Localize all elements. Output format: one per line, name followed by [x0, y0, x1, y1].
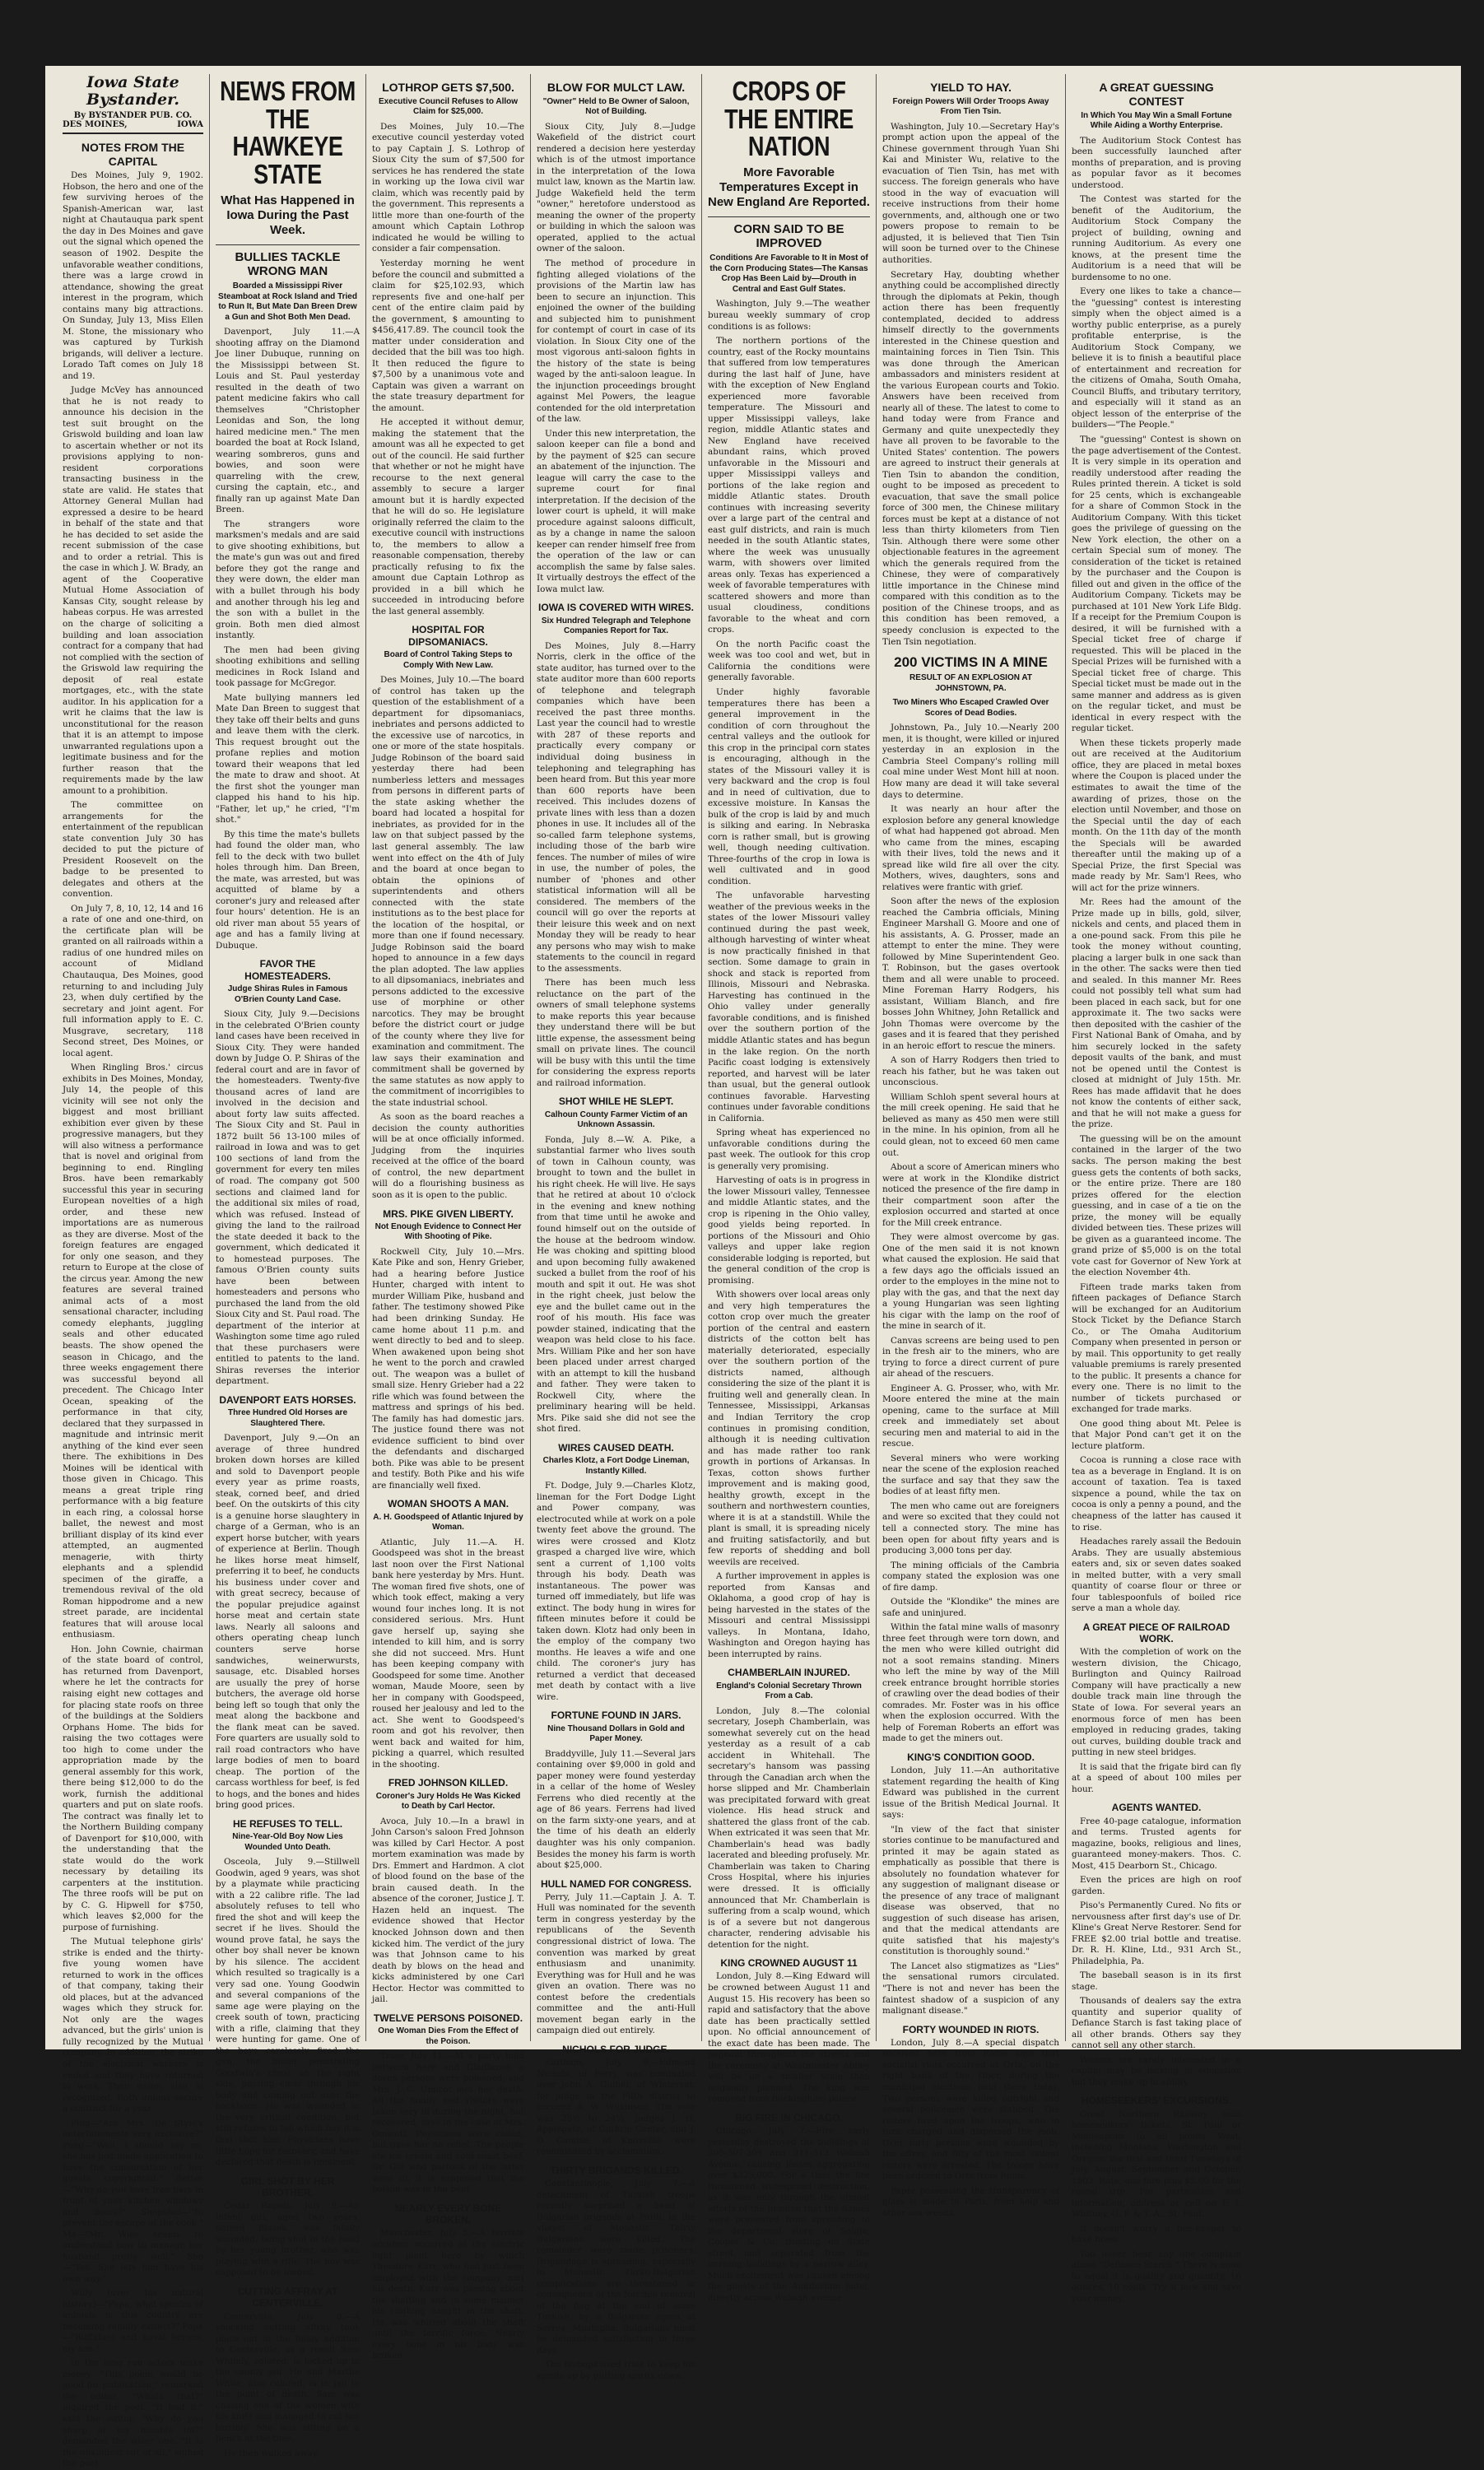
- article-paragraph: A further improvement in apples is reported from Kansas and Oklahoma, a good crop of hay is being harvested in the states of the Missouri and central Mississippi valleys. In Montana, Idaho, Washington and Oregon haying has been interrupted by rains.: [708, 1571, 870, 1659]
- article-paragraph: He accepted it without demur, making the statement that the amount was all he expected to get out of the council. He said further that whether or not he might have recourse to the next general assembly to secure a larger amount but it is hardly expected that he will do so. He legislature originally referred the claim to the executive council with instructions to, the members to allow a reasonable compensation, thereby practically refusing to fix the amount due Captain Lothrop as provided in a bill which he succeeded in introducing before the last general assembly.: [372, 417, 524, 616]
- article-subhead: Foreign Powers Will Order Troops Away From Tien Tsin.: [892, 96, 1049, 117]
- article-paragraph: Manchester, July 5.—A terrible accident occurred at the electric light plant here by which Theodore Kurr, who had just been employed with the company, met his death. Kurr was passing about the shafting and in some manner his clothing caught in the shaft. He was whirled about the shaft until the terrific force. Nearly every bone in his body was broken.: [372, 2228, 524, 2361]
- article-paragraph: London, July 8.—King Edward will be crowned between August 11 and August 15. His recovery has been so rapid and satisfactory that the above date has been practically settled upon. No official announcement of the exact date has been made. The pageant throughout the streets and the ceremony at Westminster Abbey will be on a smaller scale than originally planned. The king was removed from Buckingham palace.: [708, 1971, 870, 2105]
- article-paragraph: Within the fatal mine walls of masonry three feet through were torn down, and the men who were killed outright did not a soot remains standing. Miners who left the mine by way of the Mill creek entrance brought horrible stories of crawling over the dead bodies of their comrades. Mr. Foster was in his office when the explosion occurred. With the help of Foreman Roberts an effort was made to get the miners out.: [882, 1622, 1059, 1744]
- article-headline: MRS. PIKE GIVEN LIBERTY.: [383, 1207, 514, 1220]
- article-paragraph: William Schloh spent several hours at the mill creek opening. He said that he believed as many as 450 men were still in the mine. In his opinion, from all he could glean, not to exceed 60 men came out.: [882, 1091, 1059, 1158]
- sub-deck: Conditions Are Favorable to It in Most of the Corn Producing States—The Kansas Crop Has Been Laid by—Drouth in Central and East Gulf States.: [709, 254, 868, 294]
- article-headline: FORTY WOUNDED IN RIOTS.: [902, 2023, 1040, 2035]
- article-headline: FORTUNE FOUND IN JARS.: [551, 1709, 682, 1722]
- masthead: [63, 74, 203, 134]
- article-paragraph: By this time the mate's bullets had found the older man, who fell to the deck with two bullet holes through him. Dan Breen, the mate, was arrested, but was acquitted of blame by a coroner's jury and released after four hours' detention. He is an old river man about 55 years of age and has a family living at Dubuque.: [216, 829, 360, 951]
- article-headline: HE REFUSES TO TELL.: [232, 1817, 343, 1830]
- article-subhead: England's Colonial Secretary Thrown From a Cab.: [716, 1681, 862, 1701]
- article-headline: NEARLY EVERY BONE BROKEN.: [394, 2202, 502, 2226]
- main-deck: What Has Happened in Iowa During the Past Week.: [221, 193, 355, 237]
- article-headline: AGENTS WANTED.: [1111, 1802, 1202, 1814]
- article-subhead: Charles Klotz, a Fort Dodge Lineman, Instantly Killed.: [542, 1456, 690, 1476]
- article-paragraph: Headaches rarely assail the Bedouin Arabs. They are usually abstemious eaters and, six or seven dates soaked in melted butter, with a very small quantity of coarse flour or three or four tablespoonfuls of boiled rice serve a man a whole day.: [1072, 1537, 1241, 1614]
- article-paragraph: Thousands of dealers say the extra quantity and superior quality of Defiance Starch is fast taking place of all other brands. Others say they cannot sell any other starch.: [1072, 1996, 1241, 2051]
- article-headline: CHAMBERLAIN INJURED.: [728, 1667, 850, 1679]
- article-paragraph: Des Moines, July 10.—The executive council yesterday voted to pay Captain J. S. Lothrop of Sioux City the sum of $7,500 for services he has rendered the state in working up the Iowa civil war claim, which was recently paid by the government. This represents a little more than one-fourth of the amount which Captain Lothrop indicated he would be willing to consider a fair compensation.: [372, 121, 524, 254]
- main-deck: More Favorable Temperatures Except in New England Are Reported.: [708, 165, 870, 209]
- article-headline: KING CROWNED AUGUST 11: [720, 1957, 858, 1970]
- article-paragraph: Harvesting of oats is in progress in the lower Missouri valley, Tennessee and middle Atlantic states, and the crop is ripening in the Ohio valley, good yields being reported. In portions of the Missouri and Ohio valleys and upper lake region considerable lodging is reported, but the general condition of the crop is promising.: [708, 1175, 870, 1286]
- article-paragraph: They were almost overcome by gas. One of the men said it is not known what caused the explosion. He said that a few days ago the officials issued an order to the employes in the mine not to play with the gas, and that the next day a young Hungarian was seen lighting his cigar with the lamp on the roof of the mine in search of it.: [882, 1232, 1059, 1332]
- article-subhead: Nine Thousand Dollars in Gold and Paper Money.: [547, 1723, 685, 1744]
- article-paragraph: Even the prices are high on roof garden.: [1072, 1875, 1241, 1896]
- masthead-state: IOWA: [177, 119, 203, 129]
- article-paragraph: About a score of American miners who were at work in the Klondike district noticed the presence of the fire damp in their compartment soon after the explosion occurred and started at once for the Mill creek entrance.: [882, 1162, 1059, 1228]
- article-headline: BIG FIRE IN CHICAGO.: [735, 2111, 843, 2123]
- article-paragraph: The Contest was started for the benefit of the Auditorium, the Auditorium Stock Company the project of building, owning and running Auditorium. As every one knows, at the present time the Auditorium is a need that will be burdensome to no one.: [1072, 194, 1241, 282]
- article-paragraph: Fonda, July 8.—W. A. Pike, a substantial farmer who lives south of town in Calhoun county, was brought to town and the bullet in his right cheek. He will live. He says that he retired at about 10 o'clock in the evening and knew nothing from that time until he awoke and found himself out on the outside of the house at the bedroom window. He was choking and spitting blood and upon becoming fully awakened sucked a bullet from the roof of his mouth and spit it out. He was shot in the right cheek, just below the eye and the bullet came out in the roof of his mouth. His face was powder stained, indicating that the weapon was held close to his face. Mrs. William Pike and her son have been placed under arrest charged with an attempt to kill the husband and father. They were taken to Rockwell City, where the preliminary hearing will be held. Mrs. Pike said she did not see the shot fired.: [537, 1134, 695, 1435]
- article-headline: A GREAT GUESSING CONTEST: [1099, 81, 1214, 108]
- sub-headline: BULLIES TACKLE WRONG MAN: [216, 244, 360, 279]
- sub-headline: CORN SAID TO BE IMPROVED: [708, 216, 870, 251]
- article-paragraph: Johnstown, Pa., July 10.—Nearly 200 men, it is thought, were killed or injured yesterday in an explosion in the Cambria Steel Company's rolling mill coal mine under West Mont hill at noon. How many are dead it will take several days to determine.: [882, 723, 1059, 800]
- column-6: [877, 74, 1066, 2218]
- article-paragraph: Braddyville, July 11.—Several jars containing over $9,000 in gold and paper money were found yesterday in a cellar of the home of Wesley Ferrens who died recently at the age of 86 years. Ferrens had lived on the farm sixty-one years, and at the time of his death an elderly daughter was his only companion. Besides the money his farm is worth about $25,000.: [537, 1748, 695, 1871]
- article-subhead: Coroner's Jury Holds He Was Kicked to Death by Carl Hector.: [375, 1791, 521, 1812]
- article-paragraph: Washington, July 9.—The weather bureau weekly summary of crop conditions is as follows:: [708, 299, 870, 332]
- article-paragraph: Fifteen trade marks taken from fifteen packages of Defiance Starch will be exchanged for an Auditorium Stock Ticket by the Defiance Starch Co., or The Omaha Auditorium Company when presented in person or by mail. This opportunity to get really valuable premiums is rarely presented to the public. It presents a chance for every one. There is no limit to the number of tickets purchased or exchanged for trade marks.: [1072, 1282, 1241, 1415]
- column-3: [366, 74, 531, 2361]
- article-paragraph: Chicago, July 7.—Fire early yesterday destroyed the buildings at 305-307-309 and 311-313 Wabash Avenue, causing losses aggregating over $325,000. For a time the fire threatened widespread destruction, as it was only through the utmost efforts of the firemen that the flames were prevented from spreading to the department store of Seigle, Cooper & Co. fronting on State street and separated from the burning buildings by a narrow alley. Much excitement was caused among the guests of the Auditorium hotel, directly across Wabash avenue.: [708, 2126, 870, 2303]
- article-paragraph: On the north Pacific coast the week was too cool and wet, but in California the conditions were generally favorable.: [708, 639, 870, 683]
- article-paragraph: Women are rarely interested in a capital may be lacking in education but they make up in ability.: [1072, 2054, 1241, 2087]
- article-subhead: In Which You May Win a Small Fortune While Aiding a Worthy Enterprise.: [1081, 110, 1232, 131]
- article-paragraph: A son of Harry Rodgers then tried to reach his father, but he was taken out unconscious.: [882, 1055, 1059, 1088]
- article-subhead: Executive Council Refuses to Allow Claim for $25,000.: [378, 96, 519, 117]
- masthead-location: [63, 120, 203, 129]
- article-subhead: Board of Control Taking Steps to Comply With New Law.: [384, 650, 513, 670]
- article-paragraph: Mate bullying manners led Mate Dan Breen to suggest that they take off their belts and guns and leave them with the clerk. This request brought out the profane replies and motion toward their weapons that led the mate to draw and shoot. At the first shot the younger man clapped his hand to his hip. "Father, let up," he cried, "I'm shot.": [216, 692, 361, 826]
- article-paragraph: It is said that the frigate bird can fly at a speed of about 100 miles per hour.: [1072, 1761, 1241, 1794]
- article-subhead: Not Enough Evidence to Connect Her With Shooting of Pike.: [374, 1221, 522, 1242]
- article-paragraph: With showers over local areas only and very high temperatures the cotton crop over much the greater portion of the central and eastern districts of the cotton belt has materially deteriorated, especially over the southern portion of the districts named, although considering the size of the plant it is fruiting well and generally clean. In Tennessee, Mississippi, Arkansas and Indian Territory the crop continues in promising condition, although it is needing cultivation and has made rather too rank growth in portions of Arkansas. In Texas, cotton shows further improvement and is making good, healthy growth, except in the southern and northwestern counties, where it is at a standstill. While the plant is small, it is spreading nicely and fruiting satisfactorily, and but few reports of shedding and boll weevils are received.: [708, 1290, 870, 1567]
- article-headline: YIELD TO HAY.: [930, 81, 1012, 94]
- article-headline: HULL NAMED FOR CONGRESS.: [540, 1877, 692, 1890]
- article-paragraph: Yesterday morning he went before the council and submitted a claim for $25,102.93, which represents five and one-half per cent of the entire claim paid by the government, $ amounting to $456,417.89. The council took the matter under consideration and decided that the bill was too high. It then reduced the figure to $7,500 by a unanimous vote and Captain was given a warrant on the state treasury department for the amount.: [372, 258, 524, 413]
- article-paragraph: The committee on arrangements for the entertainment of the republican state convention July 30 has decided to put the picture of President Roosevelt on the badge to be presented to delegates and others at the convention.: [63, 800, 203, 900]
- article-paragraph: The mining officials of the Cambria company stated the explosion was one of fire damp.: [882, 1560, 1059, 1593]
- article-paragraph: Des Moines, July 9, 1902. Hobson, the hero and one of the few surviving heroes of the Spanish-American war, last night at Chautauqua park spent the day in Des Moines and gave out the signal which opened the season of 1902. Despite the unfavorable weather conditions, there was a large crowd in attendance, showing the great interest in the program, which contains many big attractions. On Sunday, July 13, Miss Ellen M. Stone, the missionary who was captured by Turkish brigands, will deliver a lecture. Lorado Taft comes on July 18 and 19.: [63, 170, 203, 381]
- article-paragraph: When these tickets properly made out are received at the Auditorium office, they are placed in metal boxes where the Coupon is placed under the estimates to await the time of the awarding of prizes, those on the election until November, and those on the Special until the day of each month. On the 11th day of the month the Specials will be awarded thereafter until the making up of a Special Prize, the first Special was made ready by Mr. Sam'l Rees, who will act for the prize winners.: [1072, 737, 1241, 893]
- article-paragraph: Several miners who were working near the scene of the explosion reached the surface and say that they saw the bodies of at least fifty men.: [882, 1453, 1059, 1497]
- article-paragraph: Engineer A. G. Prosser, who, with Mr. Moore entered the mine at the main opening, came to the surface at Mill creek and immediately set about securing men and material to aid in the rescue.: [882, 1383, 1059, 1449]
- article-paragraph: The unfavorable harvesting weather of the previous weeks in the states of the lower Missouri valley continued during the past week, although harvesting of winter wheat is now practically finished in that section. Some damage to grain in shock and stack is reported from Illinois, Missouri and Nebraska. Harvesting has continued in the Ohio valley under generally favorable conditions, and is finished over the southern portion of the middle Atlantic states and has begun in the lake region. On the north Pacific coast lodging is extensively reported, and harvest will be later than usual, but the general outlook continues favorable. Harvesting continues under favorable conditions in California.: [708, 891, 870, 1123]
- article-headline: NICHOLS FOR JUDGE.: [562, 2043, 670, 2055]
- article-paragraph: As soon as the board reaches a decision the county authorities will be at once officially informed. Judging from the inquiries received at the office of the board of control, the new department will do a flourishing business as soon as it is open to the public.: [372, 1112, 524, 1200]
- article-subhead: RESULT OF AN EXPLOSION AT JOHNSTOWN, PA.: [909, 673, 1032, 693]
- article-paragraph: Under highly favorable temperatures there has been a general improvement in the condition of corn throughout the central valleys and the outlook for this crop in the principal corn states is encouraging, although in the states of the Missouri valley it is very backward and the crop is foul and in need of cultivation, due to excessive moisture. In Kansas the bulk of the crop is laid by and much is silking and earing. In Nebraska corn is rather small, but is growing well, though needing cultivation. Three-fourths of the crop in Iowa is well cultivated and in good condition.: [708, 687, 870, 886]
- column-1: [57, 73, 210, 2469]
- column-2: [210, 74, 366, 2458]
- masthead-city: DES MOINES,: [63, 119, 128, 129]
- article-headline: NOTES FROM THE CAPITAL: [81, 140, 185, 168]
- article-paragraph: Rockwell City, July 10.—Mrs. Kate Pike and son, Henry Grieber, had a hearing before Justice Hunter, charged with intent to murder William Pike, husband and father. The testimony showed Pike had been drinking Sunday. He came home about 11 p.m. and went directly to bed and to sleep. When awakened upon being shot he went to the porch and crawled out. The weapon was a bullet of small size. Henry Grieber had a 22 rifle which was found between the mattress and springs of his bed. The family has had domestic jars. The justice found there was not evidence sufficient to bind over the defendants and discharged both. Pike was able to be present and testify. Both Pike and his wife are financially well fixed.: [372, 1246, 524, 1491]
- article-subhead: Calhoun County Farmer Victim of an Unknown Assassin.: [544, 1109, 688, 1130]
- article-paragraph: Free 40-page catalogue, information and terms. Trusted agents for magazine, books, religious and lines, guaranteed money-makers. Thos. C. Most, 415 Dearborn St., Chicago.: [1072, 1816, 1241, 1871]
- article-headline: LOTHROP GETS $7,500.: [382, 81, 514, 94]
- article-paragraph: The men who came out are foreigners and were so excited that they could not tell a connected story. The mine has been open for about fifty years and is producing 3,000 tons per day.: [882, 1500, 1059, 1556]
- article-paragraph: You never hear any one complain about "Defiance Starch." There is none to equal it in quality and quantity, 16 ounces, 10 cents. Try it now and save your money.: [1072, 2249, 1241, 2304]
- article-paragraph: Des Moines, July 10.—The board of control has taken up the question of the establishment of a department for dipsomaniacs, inebriates and persons addicted to the excessive use of narcotics, in one or more of the state hospitals. Judge Robinson of the board said yesterday there had been numberless letters and messages from persons in different parts of the state asking whether the board had located a hospital for inebriates, as provided for in the law on that subject passed by the last general assembly. The law went into effect on the 4th of July and the board at once began to obtain the opinions of superintendents and others connected with the state institutions as to the best place for the location of the hospital, or more than one if found necessary. Judge Robinson said the board hoped to announce in a few days the plan adopted. The law applies to all dipsomaniacs, inebriates and persons addicted to the excessive use of morphine or other narcotics. They may be brought before the district court or judge of the county where they live for examination and commitment. The law says their examination and commitment shall be governed by the same statutes as now apply to the commitment of incorrigibles to the state industrial school.: [372, 675, 524, 1108]
- article-subhead: "Owner" Held to Be Owner of Saloon, Not of Building.: [542, 96, 690, 117]
- article-paragraph: The method of procedure in fighting alleged violations of the provisions of the Martin law has been to secure an injunction. This enjoined the owner of the building and subjected him to punishment for contempt of court in case of its violation. In Sioux City one of the most vigorous anti-saloon fights in the history of the state is being waged by the anti-saloon league. In the injunction proceedings brought against Mel Powers, the league contended for the old interpretation of the law.: [537, 258, 695, 425]
- article-headline: A GREAT PIECE OF RAILROAD WORK.: [1082, 1621, 1230, 1645]
- article-headline: CUTTING AFFRAY AT CENTERVILLE.: [237, 2285, 338, 2310]
- article-paragraph: London, July 11.—An authoritative statement regarding the health of King Edward was published in the current issue of the British Medical Journal. It says:: [882, 1765, 1059, 1821]
- article-paragraph: Perry, July 11.—Captain J. A. T. Hull was nominated for the seventh term in congress yesterday by the republicans of the Seventh congressional district of Iowa. The convention was marked by great enthusiasm and unanimity. Everything was for Hull and he was given an ovation. There was no contest before the credentials committee and the anti-Hull movement began early in the campaign died out entirely.: [537, 1891, 695, 2036]
- article-paragraph: With the completion of work on the western division, the Chicago, Burlington and Quincy Railroad Company will have practically a new double track main line through the State of Iowa. For several years an enormous force of men has been employed in reducing grades, taking out curves, building double track and putting in new steel bridges.: [1072, 1647, 1241, 1758]
- article-paragraph: Canvas screens are being used to pen in the fresh air to the miners, who are trying to force a direct current of pure air ahead of the rescuers.: [882, 1335, 1059, 1379]
- article-headline: IOWA IS COVERED WITH WIRES.: [538, 602, 694, 614]
- article-paragraph: Paper possessing the transparency of glass is made in Paris, from kelp and other sea-weeds.: [882, 2185, 1059, 2218]
- newspaper-page: [45, 66, 1461, 2469]
- sub-deck: Boarded a Mississippi River Steamboat at Rock Island and Tried to Run It, But Mate Dan Breen Drew a Gun and Shot Both Men Dead.: [218, 281, 357, 322]
- main-headline: CROPS OF THE ENTIRE NATION: [724, 76, 854, 162]
- article-headline: SHOT WHILE HE SLEPT.: [558, 1095, 674, 1108]
- column-5: [702, 74, 877, 2303]
- article-headline: FRED JOHNSON KILLED.: [388, 1777, 509, 1789]
- article-paragraph: Hon. John Cownie, chairman of the state board of control, has returned from Davenport, where he let the contracts for raising eight new cottages and for placing state roofs on three of the buildings at the Soldiers Orphans Home. The bids for raising the two cottages were too high to come under the appropriation made by the general assembly for this work, there being $12,000 to do the work, furnish the additional quarters and put on slate roofs. The contract was finally let to the Northern Building company of Davenport for $10,000, with the understanding that the state would do the work necessary by detailing its carpenters at the institution. The three roofs will be put on by C. G. Hipwell for $750, which leaves $2,000 for the purpose of furnishing.: [63, 1644, 203, 1933]
- article-paragraph: The "guessing" Contest is shown on the page advertisement of the Contest. It is very simple in its operation and readily understood after reading the Rules printed therein. A ticket is sold for 25 cents, which is exchangeable for a share of Common Stock in the Auditorium Company. With this ticket goes the privilege of guessing on the New York election, the other on a certain Special sum of money. The consideration of the ticket is retained by the purchaser and the Coupon is filled out and given in the office of the Auditorium Company. Tickets may be purchased at 101 New York Life Bldg. If a receipt for the Premium Coupon is desired, it will be furnished with a Special ticket free of charge if requested. This will be placed in the Special Prizes will be furnished with a Special ticket free of charge. This Special ticket must be made out in the same manner and address as is given on the regular ticket, and must be identical in every respect with the regular ticket.: [1072, 435, 1242, 734]
- article-paragraph: When Ringling Bros.' circus exhibits in Des Moines, Monday, July 14, the people of this vicinity will see not only the biggest and most brilliant exhibition ever given by these progressive managers, but they will also witness a performance that is novel and original from beginning to end. Ringling Bros. have been remarkably successful this year in securing European novelties of a high order, and these new importations are as numerous as they are diverse. Most of the foreign features are engaged for only one season, and they return to Europe at the close of the circus year. Among the new features are several trained animal acts of a most sensational character, including comedy elephants, juggling seals and other educated beasts. The show opened the season in Chicago, and the three weeks engagement there was successful beyond all precedent. The Chicago Inter Ocean, speaking of the performance in that city, declared that they surpassed in magnitude and intrinsic merit anything of the kind ever seen there. The exhibitions in Des Moines will be identical with those given in Chicago. This means a great triple ring performance with a big feature in each ring, a colossal horse ballet, the newest and most brilliant display of its kind ever attempted, an augmented menagerie, with thirty elephants and a splendid specimen of the giraffe, a tremendous revival of the old Roman hippodrome and a new street parade, are incidental features that will arouse local enthusiasm.: [63, 1063, 203, 1640]
- article-paragraph: On July 7, 8, 10, 12, 14 and 16 a rate of one and one-third, on the certificate plan will be granted on all railroads within a radius of one hundred miles on account of Midland Chautauqua, Des Moines, good returning to and including July 23, when duly certified by the secretary and joint agent. For full information apply to E. C. Musgrave, secretary, 118 Second street, Des Moines, or local agent.: [63, 903, 203, 1058]
- article-paragraph: The Auditorium Stock Contest has been successfully launched after months of preparation, and is proving as popular favor as it becomes understood.: [1072, 135, 1241, 190]
- article-paragraph: Constantinople, July 7.—A detachment of Turkish troops recently surprised a band of Bulgarian brigands at Patili, in the vilayet of Monastir. Thirty Bulgarians were killed. The remainder were made prisoners. Brigandage is spreading, especially in Monastir. Turko-Bulgarian complications are threatened in consequence of the forcible removal of the flag at the end of some Turkish, by a Bulgarian agent at Serres, Mustapha. Bulgarians must be demanded satisfaction in three days.: [537, 2179, 695, 2356]
- article-paragraph: Piso's Permanently Cured. No fits or nervousness after first day's use of Dr. Kline's Great Nerve Restorer. Send for FREE $2.00 trial bottle and treatise. Dr. R. H. Kline, Ltd., 931 Arch St., Philadelphia, Pa.: [1072, 1900, 1241, 1966]
- article-paragraph: Great Northern Railway sells homeseekers' tickets, St. Paul or Minneapolis to all points West, including Montana, Washington and Oregon, the first and third Tuesdays of July, August, September and October, 1902. Rate, one fare plus $2.00 for the round trip. For particulars and information, address or call on F. I. Whitney, G. P. & T. A., St. Paul.: [1072, 2109, 1241, 2220]
- article-subhead: Judge Shiras Rules in Famous O'Brien County Land Case.: [227, 984, 348, 1004]
- column-7: [1066, 74, 1247, 2304]
- article-headline: BLOW FOR MULCT LAW.: [547, 81, 686, 94]
- article-subhead: Three Hundred Old Horses are Slaughtered There.: [227, 1408, 348, 1428]
- article-headline: DAVENPORT EATS HORSES.: [219, 1393, 356, 1406]
- article-paragraph: Mr. Rees had the amount of the Prize made up in bills, gold, silver, nickels and cents, and placed them in a one-pound sack. From this pile he took the money without counting, placing a larger bulk in one sack than in the other. The sacks were then tied and sealed. In this manner Mr. Rees could not possibly tell what sum had been placed in each sack, but for one approximate it. The two sacks were then deposited with the cashier of the First National Bank of Omaha, and by him securely locked in the safety deposit vaults of the bank, and must not be opened until the Contest is closed at midnight of July 15th. Mr. Rees has made affidavit that he does not know the contents of either sack, and that he will not make a guess for the prize.: [1072, 897, 1241, 1130]
- masthead-title: Iowa State Bystander.: [86, 73, 179, 109]
- article-paragraph: The strangers wore marksmen's medals and are said to give shooting exhibitions, but the mate's gun was out and fired before they got the range and they were down, the elder man with a bullet through his body and another through his leg and the son with a bullet in the groin. Both men died almost instantly.: [216, 519, 360, 641]
- main-headline: NEWS FROM THE HAWKEYE STATE: [220, 76, 356, 189]
- article-paragraph: The baseball season is in its first stage.: [1072, 1970, 1241, 1992]
- article-paragraph: Des Moines, July 8.—Harry Norris, clerk in the office of the state auditor, has turned over to the state auditor more than 600 reports of telephone and telegraph companies which have been received the past three months. Last year the council had to wrestle with 287 of these reports and practically every company or individual doing business in telephoning and telegraphing has been heard from. But this year more than 600 reports have been received. This includes dozens of private lines with less than a dozen phones in use. It includes all of the so-called farm telephone systems, including those of the barb wire fences. The number of miles of wire in use, the number of poles, the number of 'phones and other statistical information will all be considered. The members of the council will go over the reports at their leisure this week and on next Monday they will be ready to hear any persons who may wish to make statements to the council in regard to the assessments.: [537, 640, 695, 974]
- article-paragraph: Soon after the news of the explosion reached the Cambria officials, Mining Engineer Marshall G. Moore and one of his assistants, A. G. Prosser, made an attempt to enter the mine. They were followed by Mine Superintendent Geo. T. Robinson, but the gases overtook them and all were unable to proceed. Mine Foreman Harry Rodgers, his assistant, William Blanch, and fire bosses John Whitney, John Retallick and John Thomas were overcome by the gases and it is feared that they perished in an heroic effort to rescue the miners.: [882, 896, 1059, 1051]
- article-headline: GIRL SHOT BY HER BROTHER.: [240, 2175, 335, 2198]
- article-paragraph: Earlham, July 9.—Edmond Nichols, of Perry, was nominated over John A. Guiher, of Winterset, for judge in the Fifth district to succeed A. W. Wilkinson. The vote was 25½ to 24½. Judges J. H. Applegate, of Guthrie Center, and J. D. Gamble, of Knoxville, were renominated by acclamation.: [537, 2058, 695, 2157]
- article-paragraph: Ft. Dodge, July 9.—Charles Klotz, lineman for the Fort Dodge Light and Power company, was electrocuted while at work on a pole twenty feet above the ground. The wires were crossed and Klotz grasped a charged live wire, which sent a current of 1,100 volts through his body. Death was instantaneous. The power was turned off immediately, but life was extinct. The body hung in wires for fifteen minutes before it could be taken down. Klotz had only been in the employ of the company two months. He leaves a wife and one child. The coroner's jury has returned a verdict that deceased met death by contact with a live wire.: [537, 1481, 695, 1702]
- article-paragraph: There has been much less reluctance on the part of the owners of small telephone systems to make reports this year because they understand there will be but little expense, the assessment being small on private lines. The council will be busy with this until the time for considering the express reports and railroad information.: [537, 978, 695, 1088]
- article-paragraph: Judge McVey has announced that he is not ready to announce his decision in the test suit brought on the Griswold building and loan law to ascertain whether or not its provisions applying to non-resident corporations transacting business in the state are valid. He states that Attorney General Mullan had expressed a desire to be heard in behalf of the state and that he has decided to set aside the recent submission of the case and to order a retrial. This is the case in which J. W. Brady, an agent of the Cooperative Mutual Home Association of Kansas City, sought release by habeas corpus. He was arrested on the charge of soliciting a building and loan association contract for a company that had not complied with the section of the Griswold law requiring the deposit of real estate mortgages, etc., with the state auditor. In his application for a writ he claims that the law is unconstitutional for the reason that it is an attempt to impose unwarranted regulations upon a legitimate business and for the further reason that the requirements made by the law amount to a prohibition.: [63, 385, 203, 796]
- article-paragraph: Osceola, July 9.—Stillwell Goodwin, aged 9 years, was shot by a playmate while practicing with a 22 calibre rifle. The lad absolutely refuses to tell who fired the shot and will keep the secret if he lives. Should the wound prove fatal, he says the other boy shall never be known by his silence. The accident which resulted so tragically is a very sad one. Young Goodwin and several companions of the same age were playing on the creek south of town, practicing with a rifle, claiming that they were hunting for game. One of the boys carelessly fired the gun, the bullet penetrating Goodwin's chest on the right side, passing clear through his body and coming out near the backbone. He was wounded in the very critical condition, but still refuses to tell which boy it is that shot him. Physicians have little hope for recovery, and have declared that death is imminent.: [216, 1857, 360, 2168]
- article-paragraph: Avoca, July 10.—In a brawl in John Carson's saloon Fred Johnson was killed by Carl Hector. A post mortem examination was made by Drs. Emmert and Hardmon. A clot of blood found on the base of the brain caused death. In the absence of the coroner, Justice J. T. Hazen held an inquest. The evidence showed that Hector knocked Johnson down and then kicked him. The verdict of the jury was that Johnson came to his death by blows on the head and kicks administered by one Carl Hector. Hector was committed to jail.: [372, 1816, 524, 2005]
- article-paragraph: Atlantic, July 11.—A. H. Goodspeed was shot in the breast last noon over the First National bank here yesterday by Mrs. Hunt. The woman fired five shots, one of which took effect, making a very wound four inches long. It is not considered serious. Mrs. Hunt gave herself up, saying she intended to kill him, and is sorry she did not succeed. Mrs. Hunt has been keeping company with Goodspeed for some time. Another woman, Maude Moore, seen by her in company with Goodspeed, roused her jealousy and led to the act. She went to Goodspeed's room and got his revolver, then went back and waited for him, picking a quarrel, which resulted in the shooting.: [372, 1537, 524, 1770]
- article-paragraph: In the long run actors make money. "This poem would be good for publication," remarked the editor. "Whats that?" inquired the poet. "It had it," said the editor. "Why do you sharp at my humble lot?" demanded the wiser one. "It is the unkindest cut of all," sighed the poet.: [63, 2358, 203, 2469]
- article-paragraph: Cocoa is running a close race with tea as a beverage in England. It is on account of taxation. Tea is taxed sixpence a pound, while the tax on cocoa is only a penny a pound, and the cheapness of the latter has caused it to rise.: [1072, 1455, 1241, 1533]
- article-paragraph: Centerville, July 8.—A shocking cutting affray took place out in the Relay addition to Centerville, as a result Sam Whitely, colored, is locked up in the county jail. He and Marthe White, also colored, is in jail to the point of death. Sam was chasing one of the women with his knife and managed to cut her terribly. She was sitting on a bench at the time.: [216, 2311, 360, 2444]
- article-paragraph: Davenport, July 11.—A shooting affray on the Diamond Joe liner Dubuque, running on the Mississippi between St. Louis and St. Paul yesterday resulted in the death of two patent medicine fakirs who call themselves "Christopher Leonidas and Son, the long haired medicine men." The men boarded the boat at Rock Island, wearing sombreros, guns and bowies, and soon were quarreling with the crew, cursing the captain, etc., and finally ran up against Mate Dan Breen.: [216, 327, 360, 515]
- article-headline: TWELVE PERSONS POISONED.: [373, 2012, 523, 2024]
- article-paragraph: The northern portions of the country, east of the Rocky mountains that suffered from low temperatures during the last half of June, have with the exception of New England experienced more favorable temperature. The Missouri and upper Mississippi valleys, lake region, middle Atlantic states and New England have received abundant rains, which proved unfavorable in the Missouri and upper Mississippi valleys and portions of the lake region and middle Atlantic states. Drouth continues with increasing severity over a large part of the central and east gulf districts, and rain is much needed in the south Atlantic states, where the week was unusually warm, with showers over limited areas only. Texas has experienced a week of favorable temperatures with scattered showers and more than usual cloudiness, conditions favorable to the wheat and corn crops.: [708, 336, 870, 635]
- article-paragraph: Traer, July 11.—At a party held between here and Gladbrook a dozen persons were poisoned, and Mrs. J. C. Umicot met her death. All the family and visitors were taken very ill during the night, but recovered, save in the case of Mrs. Omicott. Physicians were called, but gave her no relief. The people ate ice cream and cold roast beef. Dr. Gill who partook of the latter were ill, it is supposed that the poison was in the beef.: [372, 2051, 524, 2195]
- article-paragraph: The Lancet also stigmatizes as "Lies" the sensational rumors circulated. "There is not and never has been the faintest shadow of a suspicion of any malignant disease.": [882, 1961, 1059, 2016]
- article-paragraph: Every one likes to take a chance—the "guessing" contest is interesting simply when the object aimed is a worthy public enterprise, as a purely profitable enterprise, is the Auditorium Stock Company, we believe it is to finish a beautiful place of entertainment and recreation for the citizens of Omaha, South Omaha, Council Bluffs, and tributary territory, and especially will it stand as an object lesson of the enterprise of the builders—"The People.": [1072, 286, 1241, 430]
- article-headline: THIRTY BRIGANDS KILLED.: [550, 2164, 682, 2176]
- article-headline: 200 VICTIMS IN A MINE: [894, 654, 1048, 671]
- article-paragraph: The bishops used tries to keep his spirits up by putting spirits down.: [537, 2360, 695, 2381]
- article-paragraph: The Mutual telephone girls' strike is ended and the thirty-five young women have returned to work in the offices of that company, taking their old places, but at the advanced wages which they struck for. Not only are the wages advanced, but the girls' union is fully recognized by the Mutual company. In addition, the strike of the electrical workers is ended and they have returned to work. Their union, also, is recognized. Both unions secure a contract for a year.: [63, 1937, 203, 2114]
- article-paragraph: London, July 8.—A special dispatch received here from Rome says that socialist riots occurred at Orte, on the right bank of the Tiber, during the municipal elections held there today. Two persons were killed outright and several policemen were stabbed. The rioters fired upon the troops, who in turn charged and dispersed the mob. Over forty persons were wounded by the affray, and fifty of the most violent rioters were arrested. The troops have been ordered to Orte from Rome.: [882, 2037, 1059, 2182]
- article-headline: HOMESEEKERS' EXCURSIONS.: [1081, 2095, 1232, 2107]
- article-headline: KING'S CONDITION GOOD.: [907, 1751, 1035, 1763]
- article-paragraph: One good thing about Mt. Pelee is that Major Pond can't get it on the lecture platform.: [1072, 1418, 1241, 1451]
- article-subhead: One Woman Dies From the Effect of the Poison.: [378, 2026, 519, 2046]
- article-paragraph: The guessing will be on the amount contained in the larger of the two sacks. The person making the best guess gets the contents of both sacks, or the entire prize. There are 180 prizes offered for the election guessing, and in case of a tie on the prize, the money will be equally divided between ties. These prizes will be given as a guaranteed income. The grand prize of $5,000 is on the total vote cast for Governor of New York at the election November 4th.: [1072, 1133, 1241, 1278]
- article-headline: WIRES CAUSED DEATH.: [558, 1441, 674, 1454]
- article-paragraph: Secretary Hay, doubting whether anything could be accomplished directly through the diplomats at Pekin, though action there has been frequently contemplated, decided to address himself directly to the governments interested in the Chinese question and maintaining forces in Tien Tsin. This was done through the American ambassadors and ministers resident at the various European courts and Tokio. Answers have been received from nearly all of these. The latest to come to hand today were from France and Germany and quite unexpectedly they have all proven to be favorable to the United States' contention. The powers are agreed to instruct their generals at Tien Tsin to abandon the condition, ought to be imposed as precedent to evacuation, that save the small police force of 300 men, the Chinese military forces must be kept at a distance of not less than thirty kilometers from Tien Tsin. Although there were some other objectionable features in the agreement which the generals required from the Chinese, they were of comparatively little importance in the Chinese mind compared with this condition as to the position of the Chinese troops, and as this condition has been removed, a speedy conclusion is expected to the Tien Tsin negotiation.: [882, 269, 1059, 647]
- article-paragraph: Spring wheat has experienced no unfavorable conditions during the past week. The outlook for this crop is generally very promising.: [708, 1128, 870, 1171]
- article-subhead: Two Miners Who Escaped Crawled Over Scores of Dead Bodies.: [892, 698, 1049, 718]
- article-paragraph: It was nearly an hour after the explosion before any general knowledge of what had happened got abroad. Men who came from the mines, escaping with their lives, told the news and it spread like wild fire all over the city. Mothers, wives, daughters, sons and relatives were frantic with grief.: [882, 804, 1059, 892]
- article-paragraph: Sioux City, July 9.—Decisions in the celebrated O'Brien county land cases have been received in Sioux City. They were handed down by Judge O. P. Shiras of the federal court and are in favor of the homesteaders. Twenty-five thousand acres of land are involved in the decision and about forty law suits affected. The Sioux City and St. Paul in 1872 built 56 13-100 miles of railroad in Iowa and was to get 100 sections of land from the government for every ten miles of road. The company got 500 sections and claimed land for the additional six miles of road, which was refused. Instead of giving the land to the railroad the state deeded it back to the government, which dedicated it to homestead purposes. The famous O'Brien county suits have been between homesteaders and persons who purchased the land from the old Sioux City and St. Paul road. The department of the interior at Washington some time ago ruled that these purchasers were entitled to patents to the land. Shiras reverses the interior department.: [216, 1009, 360, 1387]
- article-paragraph: Willy (over his natural history)—"Papa, what species of animals is this country are becoming rapidly extinct?" Papa—"Buffaloes and naval heroes, my son.": [63, 2288, 203, 2354]
- article-headline: WOMAN SHOOTS A MAN.: [387, 1498, 509, 1510]
- masthead-publisher: By BYSTANDER PUB. CO.: [73, 110, 193, 120]
- article-paragraph: "In view of the fact that sinister stories continue to be manufactured and printed it may be again stated as emphatically as possible that there is absolutely no foundation whatever for any suggestion of malignant disease or the presence of any trace of malignant disease was observed, that no suggestion of such disease has arisen, and that the medical attendants are quite satisfied that his majesty's constitution is thoroughly sound.": [882, 1824, 1059, 1957]
- article-paragraph: The men had been giving shooting exhibitions and selling medicines in Rock Island and took passage for McGregor.: [216, 644, 360, 689]
- article-subhead: Six Hundred Telegraph and Telephone Companies Report for Tax.: [541, 616, 691, 636]
- article-headline: HOSPITAL FOR DIPSOMANIACS.: [408, 624, 488, 648]
- article-paragraph: Outside the "Klondike" the mines are safe and uninjured.: [882, 1597, 1059, 1618]
- article-paragraph: Sioux City, July 8.—Judge Wakefield of the district court rendered a decision here yesterday which is of the utmost importance in the interpretation of the Iowa mulct law, known as the Martin law. Judge Wakefield held the term "owner," heretofore understood as meaning the owner of the property or building in which the saloon was operated, applied to the actual owner of the saloon.: [537, 121, 695, 254]
- article-paragraph: Under this new interpretation, the saloon keeper can file a bond and by the payment of $25 can secure an abatement of the injunction. The league will carry the case to the supreme court for final interpretation. If the decision of the lower court is upheld, it will make procedure against saloons difficult, as by a change in name the saloon keeper can render himself free from the operation of the law or can accomplish the same by false sales. It virtually destroys the effect of the Iowa mulct law.: [537, 428, 695, 594]
- article-paragraph: He then walked away.: [224, 2448, 319, 2458]
- article-paragraph: London, July 8.—The colonial secretary, Joseph Chamberlain, was somewhat severely cut on the head yesterday as a result of a cab accident in Whitehall. The secretary's hansom was passing through the Canadian arch when the horse slipped and Mr. Chamberlain was precipitated forward with great violence. His head struck and shattered the glass front of the cab. When extricated it was seen that Mr. Chamberlain's head was badly lacerated and bleeding profusely. Mr. Chamberlain was taken to Charing Cross Hospital, where his injuries were dressed. It is officially announced that Mr. Chamberlain is suffering from a scalp wound, which is of a severe but not dangerous character, rendering advisable his detention for the night.: [708, 1705, 870, 1950]
- article-paragraph: Ping—"Are Mrs. De Style's entertainments very exclusive?" Pong—"Well, I should say so; she has just made application to have the conversation of her guests copyrighted." Better—"Why do you have iron bars in front of your kitchen windows and doors?" Shopshel—"To prevent the escape of the cook." Ma—"Mr. Wise seems to understand how to manage her husband pretty well." She—"Yes. She lets him have his own way.": [63, 2118, 203, 2284]
- article-paragraph: Washington, July 10.—Secretary Hay's prompt action upon the appeal of the Chinese government through Yuan Shi Kai and Minister Wu, relative to the evacuation of Tien Tsin, has met with success. The foreign generals who have stood in the way of evacuation will receive instructions from their home governments, and, although one or two powers propose to remain to be adjusted, it is believed that Tien Tsin will soon be turned over to the Chinese authorities.: [882, 121, 1059, 265]
- article-subhead: A. H. Goodspeed of Atlantic Injured by Woman.: [373, 1512, 523, 1533]
- article-subhead: Nine-Year-Old Boy Now Lies Wounded Unto Death.: [232, 1832, 343, 1852]
- article-paragraph: Cedar Rapids, July 9.—An infant girl, aged two years, named Blazek, was fatally wounded, being shot in the head by her young brother, who was playing with a rifle. The boy was supposed to be loaded.: [216, 2201, 360, 2278]
- article-headline: FAVOR THE HOMESTEADERS.: [244, 958, 331, 982]
- article-paragraph: It doesn't worry a bee-keeper to have hives.: [1072, 2223, 1241, 2245]
- article-paragraph: Davenport, July 9.—On an average of three hundred broken down horses are killed and sold to Davenport people every year as prime roasts, steak, corned beef, and dried beef. On the outskirts of this city is a genuine horse slaughtery in charge of a German, who is an expert horse butcher, with years of experience at Berlin. Though he likes horse meat himself, preferring it to beef, he conducts his business under cover and with great secrecy, because of the popular prejudice against horse meat and certain state laws. Nearly all saloons and others operating cheap lunch counters serve horse sandwiches, weinerwursts, sausage, etc. Disabled horses are usually the prey of horse butchers, the average old horse being left so tough that only the meat along the backbone and the flank meat can be saved. Fore quarters are usually sold to rail road contractors who have large bodies of men to board cheap. The portion of the carcass worthless for beef, is fed to hogs, and the bones and hides bring good prices.: [216, 1433, 360, 1811]
- column-4: [531, 74, 702, 2381]
